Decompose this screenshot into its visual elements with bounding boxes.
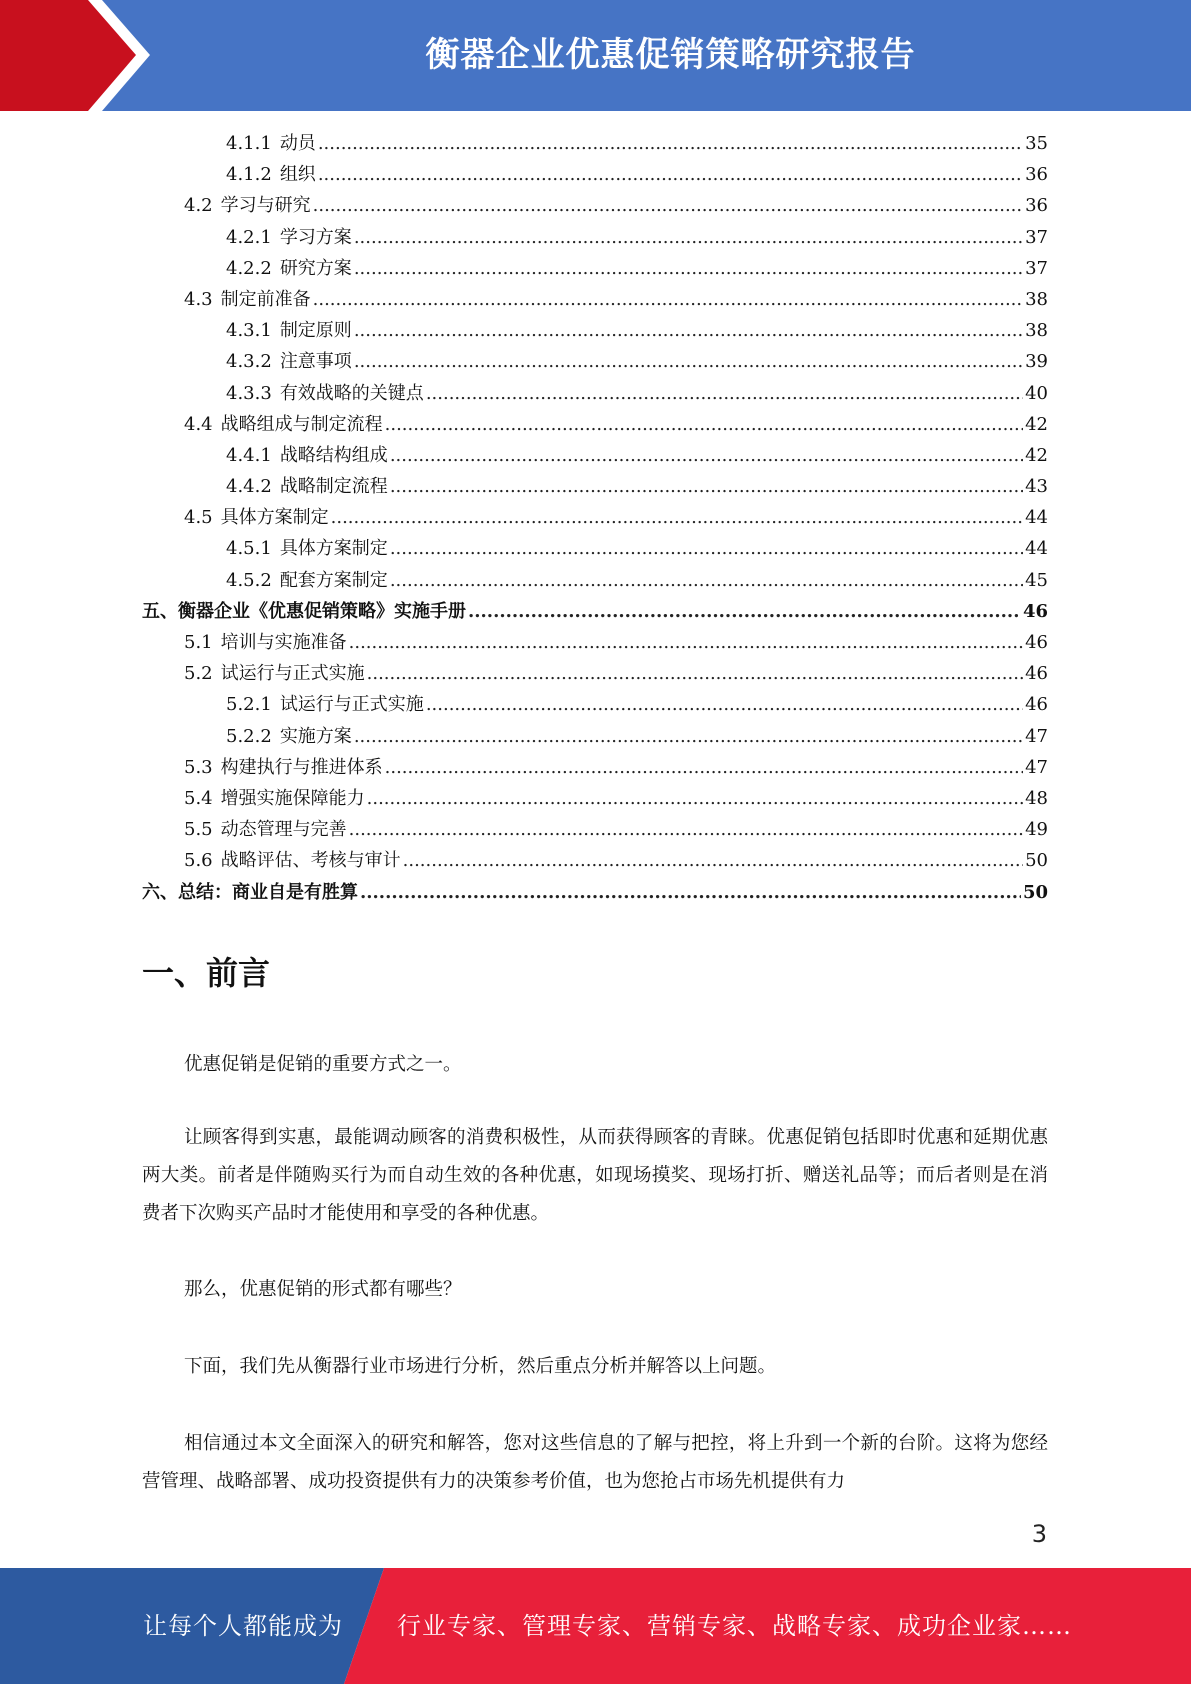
paragraph-3: 那么，优惠促销的形式都有哪些？ [184,1279,462,1300]
toc-dot-leader [426,378,1023,409]
toc-entry[interactable] [142,502,1048,533]
paragraph-4: 下面，我们先从衡器行业市场进行分析，然后重点分析并解答以上问题。 [184,1356,777,1377]
toc-entry-label: 实施方案 [279,725,352,747]
paragraph-1: 优惠促销是促销的重要方式之一。 [184,1054,462,1075]
toc-entry-label: 学习方案 [279,226,352,248]
footer-slogan-left: 让每个人都能成为 [143,1612,343,1640]
toc-dot-leader [318,128,1023,159]
section-heading: 一、前言 [142,954,271,992]
toc-entry-number: 4.2.1 [226,226,272,248]
footer-banner [0,1568,1191,1684]
toc-entry-page: 49 [1025,819,1048,841]
toc-dot-leader [390,471,1023,502]
toc-entry-page: 50 [1025,850,1048,872]
toc-entry-label: 试运行与正式实施 [220,663,365,685]
toc-entry-page: 46 [1025,663,1048,685]
toc-dot-leader [331,502,1023,533]
toc-entry[interactable] [142,409,1048,440]
toc-entry[interactable] [142,128,1048,159]
toc-entry-number: 5.2.2 [226,725,272,747]
toc-entry[interactable] [142,845,1048,876]
toc-entry-number: 4.3.2 [226,351,272,373]
toc-entry-page: 47 [1025,725,1048,747]
toc-entry[interactable] [142,159,1048,190]
toc-entry-page: 44 [1025,507,1048,529]
toc-entry-number: 4.5 [184,507,213,529]
toc-entry-number: 4.5.2 [226,569,272,591]
toc-entry[interactable] [142,190,1048,221]
toc-entry-number: 4.5.1 [226,538,272,560]
toc-entry[interactable] [142,471,1048,502]
toc-entry-label: 配套方案制定 [279,569,388,591]
toc-entry-number: 4.1.2 [226,164,272,186]
toc-entry[interactable] [142,658,1048,689]
toc-entry-label: 注意事项 [279,351,352,373]
toc-entry-page: 42 [1025,413,1048,435]
toc-dot-leader [390,533,1023,564]
toc-entry[interactable] [142,253,1048,284]
toc-entry-number: 5.2 [184,663,213,685]
toc-entry-number: 4.4.2 [226,476,272,498]
toc-entry[interactable] [142,752,1048,783]
toc-entry-number: 5.4 [184,787,213,809]
toc-dot-leader [349,627,1023,658]
toc-entry[interactable] [142,378,1048,409]
toc-dot-leader [360,877,1021,908]
toc-entry[interactable] [142,533,1048,564]
footer-slogan-right: 行业专家、管理专家、营销专家、战略专家、成功企业家…… [397,1612,1072,1640]
toc-dot-leader [385,409,1023,440]
toc-entry-label: 组织 [279,164,316,186]
toc-entry-page: 50 [1022,881,1048,903]
toc-entry[interactable] [142,596,1048,627]
toc-entry-page: 38 [1025,288,1048,310]
toc-entry-page: 36 [1025,195,1048,217]
report-title: 衡器企业优惠促销策略研究报告 [425,35,916,75]
toc-entry-page: 42 [1025,444,1048,466]
toc-entry[interactable] [142,440,1048,471]
toc-dot-leader [354,315,1023,346]
toc-entry-label: 培训与实施准备 [220,632,347,653]
toc-entry-label: 研究方案 [279,257,352,279]
toc-dot-leader [385,752,1023,783]
toc-entry-label: 增强实施保障能力 [220,787,365,809]
toc-entry-number: 4.2 [184,195,213,217]
toc-entry-number: 4.2.2 [226,257,272,279]
toc-entry-label: 制定原则 [279,320,352,342]
toc-dot-leader [349,814,1023,845]
page-number: 3 [1031,1520,1047,1548]
paragraph-2: 让顾客得到实惠，最能调动顾客的消费积极性，从而获得顾客的青睐。优惠促销包括即时优惠和延期优惠两大类。前者是伴随购买行为而自动生效的各种优惠，如现场摸奖、现场打折、赠送礼品等；而后者则是在消费者下次购买产品时才能使用和享受的各种优惠。 [142,1127,1048,1224]
toc-entry-number: 4.3.3 [226,382,272,404]
toc-entry-label: 战略结构组成 [279,444,388,466]
toc-entry-number: 5.5 [184,819,213,841]
toc-entry[interactable] [142,315,1048,346]
toc-entry-number: 4.4.1 [226,444,272,466]
toc-entry-page: 38 [1025,320,1048,342]
toc-entry-label: 六、总结：商业自是有胜算 [142,881,358,903]
toc-entry-page: 46 [1025,632,1048,653]
toc-entry-page: 45 [1025,569,1048,591]
toc-entry-page: 46 [1022,600,1048,622]
toc-entry-label: 五、衡器企业《优惠促销策略》实施手册 [142,600,466,622]
toc-dot-leader [403,845,1023,876]
toc-entry-number: 5.6 [184,850,213,872]
toc-dot-leader [313,284,1023,315]
toc-entry-number: 4.4 [184,413,213,435]
toc-entry-label: 构建执行与推进体系 [220,756,383,778]
toc-entry[interactable] [142,689,1048,720]
toc-entry[interactable] [142,346,1048,377]
toc-entry-number: 5.3 [184,756,213,778]
toc-entry[interactable] [142,284,1048,315]
toc-entry-label: 具体方案制定 [220,507,329,529]
toc-entry-page: 40 [1025,382,1048,404]
toc-entry[interactable] [142,222,1048,253]
toc-entry-label: 具体方案制定 [279,538,388,560]
toc-entry-label: 战略组成与制定流程 [220,413,383,435]
toc-entry-number: 4.3.1 [226,320,272,342]
toc-entry-label: 动员 [279,133,316,154]
toc-dot-leader [390,440,1023,471]
paragraph-5: 相信通过本文全面深入的研究和解答，您对这些信息的了解与把控，将上升到一个新的台阶。这将为您经营管理、战略部署、成功投资提供有力的决策参考价值，也为您抢占市场先机提供有力 [142,1433,1048,1492]
toc-dot-leader [354,222,1023,253]
toc-entry-label: 战略评估、考核与审计 [220,850,401,872]
toc-dot-leader [426,689,1023,720]
toc-entry-page: 37 [1025,257,1048,279]
toc-entry-page: 46 [1025,694,1048,716]
toc-dot-leader [354,346,1023,377]
toc-entry-page: 36 [1025,164,1048,186]
toc-entry-page: 37 [1025,226,1048,248]
toc-entry-label: 试运行与正式实施 [279,694,424,716]
toc-entry-page: 43 [1025,476,1048,498]
toc-entry[interactable] [142,877,1048,908]
toc-dot-leader [354,721,1023,752]
toc-entry-page: 39 [1025,351,1048,373]
toc-entry-number: 5.2.1 [226,694,272,716]
table-of-contents [142,128,1048,908]
toc-entry[interactable] [142,721,1048,752]
toc-dot-leader [367,783,1023,814]
toc-entry-label: 有效战略的关键点 [279,382,424,404]
toc-dot-leader [354,253,1023,284]
toc-entry-number: 5.1 [184,632,213,653]
toc-entry[interactable] [142,783,1048,814]
toc-dot-leader [390,565,1023,596]
toc-entry[interactable] [142,565,1048,596]
toc-entry-number: 4.3 [184,288,213,310]
toc-entry-page: 44 [1025,538,1048,560]
header-banner [0,0,1191,111]
toc-dot-leader [313,190,1023,221]
toc-entry-page: 35 [1025,133,1048,154]
toc-entry[interactable] [142,814,1048,845]
toc-entry-label: 战略制定流程 [279,476,388,498]
toc-entry[interactable] [142,627,1048,658]
toc-dot-leader [367,658,1023,689]
toc-dot-leader [468,596,1021,627]
toc-entry-label: 学习与研究 [220,195,311,217]
toc-entry-page: 47 [1025,756,1048,778]
toc-dot-leader [318,159,1023,190]
toc-entry-page: 48 [1025,787,1048,809]
toc-entry-label: 制定前准备 [220,288,311,310]
toc-entry-number: 4.1.1 [226,133,272,154]
toc-entry-label: 动态管理与完善 [220,819,347,841]
